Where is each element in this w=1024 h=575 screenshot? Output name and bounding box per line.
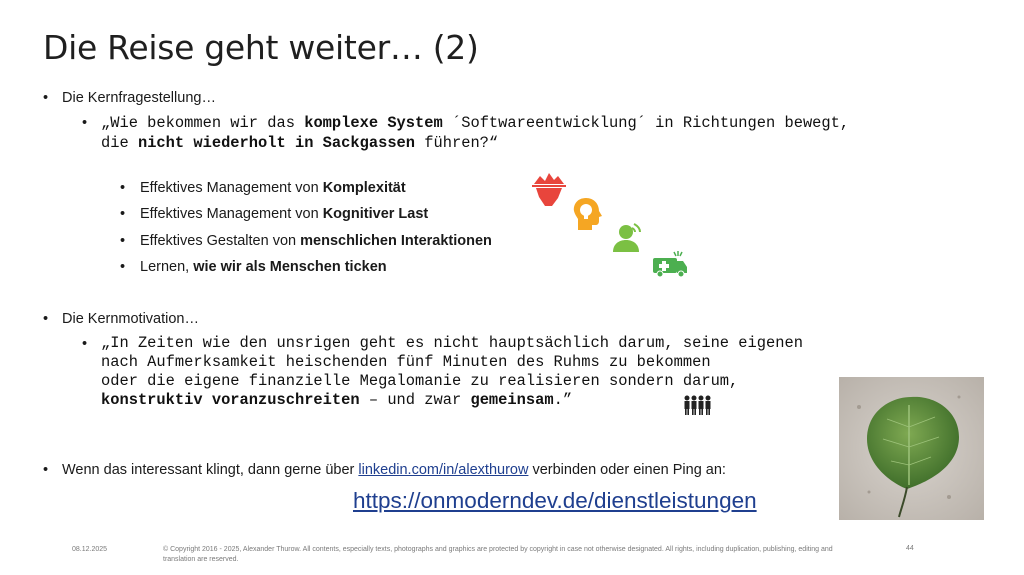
bullet-label: Die Kernmotivation… <box>62 311 199 327</box>
quote-text: „Wie bekommen wir das <box>101 114 305 132</box>
contact-text: Wenn das interessant klingt, dann gerne über <box>62 462 359 478</box>
sub-bullet-dot: • <box>82 115 88 131</box>
quote-motivation-line3: oder die eigene finanzielle Megalomanie zu realisieren sondern darum, <box>101 372 739 390</box>
quote-bold: nicht wiederholt in Sackgassen <box>137 134 416 152</box>
sub-bullet-dot: • <box>82 336 88 352</box>
quote-text: führen?“ <box>415 134 499 152</box>
quote-text: ´Softwareentwicklung´ in Richtungen bewegt, <box>442 114 850 132</box>
bullet-kernfragestellung <box>43 90 216 106</box>
bullet-kontakt <box>43 462 726 478</box>
item-bold: Komplexität <box>322 180 406 196</box>
bullet-label: Die Kernfragestellung… <box>62 90 216 106</box>
item-bold: menschlichen Interaktionen <box>300 233 492 249</box>
footer-page-number: 44 <box>906 545 914 552</box>
list-item <box>120 206 428 222</box>
item-bold: Kognitiver Last <box>322 206 429 222</box>
quote-text: – und zwar <box>359 391 471 409</box>
leaf-photo <box>839 377 984 520</box>
quote-motivation-line4 <box>101 391 572 410</box>
item-bold: wie wir als Menschen ticken <box>193 259 387 275</box>
quote-bold: gemeinsam <box>470 391 554 409</box>
footer-date: 08.12.2025 <box>72 546 108 553</box>
item-text: Lernen, <box>140 259 194 275</box>
person-speaking-icon <box>610 220 644 254</box>
website-link[interactable]: https://onmoderndev.de/dienstleistungen <box>353 488 757 513</box>
slide-title: Die Reise geht weiter… (2) <box>43 28 479 67</box>
iceberg-icon <box>530 170 568 208</box>
contact-text: verbinden oder einen Ping an: <box>528 462 726 478</box>
head-lightbulb-icon <box>570 196 604 232</box>
list-item <box>120 233 492 249</box>
quote-text: die <box>101 134 138 152</box>
item-text: Effektives Management von <box>140 206 323 222</box>
quote-bold: komplexe System <box>304 114 443 132</box>
quote-motivation-line1: „In Zeiten wie den unsrigen geht es nicht hauptsächlich darum, seine eigenen <box>101 334 803 352</box>
footer-copyright: © Copyright 2016 - 2025, Alexander Thurow. All contents, especially texts, photographs and graphics are protected by copyright in case not otherwise designated. All rights, including duplication, publishing, editing and translation are reserved. <box>163 546 833 563</box>
list-item <box>120 259 387 275</box>
quote-kernfrage-line2 <box>101 134 498 153</box>
quote-text: .” <box>553 391 573 409</box>
quote-kernfrage-line1 <box>101 114 849 133</box>
bullet-kernmotivation <box>43 311 199 327</box>
quote-bold: konstruktiv voranzuschreiten <box>101 391 360 409</box>
bullet-label <box>62 462 726 478</box>
group-people-icon <box>683 394 711 416</box>
linkedin-link[interactable]: linkedin.com/in/alexthurow <box>358 462 529 478</box>
ambulance-icon <box>652 250 688 278</box>
quote-motivation-line2: nach Aufmerksamkeit heischenden fünf Minuten des Ruhms zu bekommen <box>101 353 711 371</box>
item-text: Effektives Management von <box>140 180 323 196</box>
list-item <box>120 180 406 196</box>
item-text: Effektives Gestalten von <box>140 233 301 249</box>
